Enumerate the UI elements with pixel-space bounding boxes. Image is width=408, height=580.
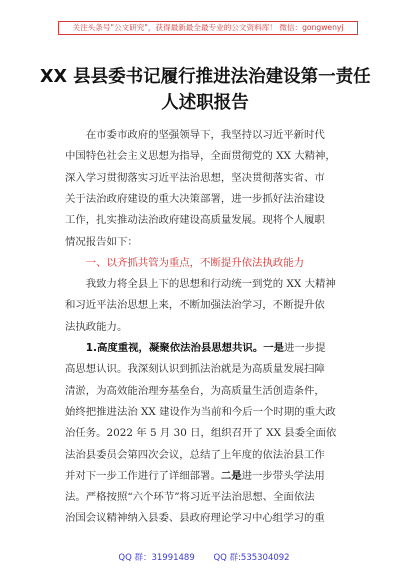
body-line: 治国会议精神纳入县委、县政府理论学习中心组学习的重 [65,512,325,525]
body-line: 中国特色社会主义思想为指导，全面贯彻党的 XX 大精神， [65,150,336,163]
footer-qq-group-1: QQ 群：31991489 [118,553,195,563]
body-line: 工作，扎实推动法治政府建设高质量发展。现将个人履职 [65,214,325,227]
body-line: 深入学习贯彻落实习近平法治思想，坚决贯彻落实省、市 [65,171,325,184]
body-line: 情况报告如下： [65,235,138,248]
body-line-segment: 进一步提 [284,342,326,354]
header-banner: 关注头条号"公文研究"，获得最新最全最专业的公文资料库！ 微信：gongwenyj [58,21,358,35]
body-line: 治任务。2022 年 5 月 30 日，组织召开了 XX 县委全面依 [65,427,337,440]
document-title-line-2: 人述职报告 [161,93,249,113]
body-line: 在市委市政府的坚强领导下，我坚持以习近平新时代 [65,129,325,141]
body-line-segment: 1.高度重视，凝聚依法治县思想共识。 [65,342,264,354]
body-line-segment: 并对下一步工作进行了详细部署。 [65,469,221,482]
document-title-line-1: XX 县县委书记履行推进法治建设第一责任 [40,67,371,87]
body-line: 高思想认识。我深刻认识到抓法治就是为高质量发展扫障 [65,363,325,376]
body-line: 法。严格按照“六个环节”将习近平法治思想、全面依法 [65,491,315,504]
footer [0,551,408,563]
body-line: 清淤，为高效能治理夯基垒台，为高质量生活创造条件， [65,384,325,397]
body-line: 法执政能力。 [65,320,128,333]
body-line-segment: 二是 [220,469,242,482]
body-line [65,339,326,354]
body-line: 我致力将全县上下的思想和行动统一到党的 XX 大精神 [65,278,336,291]
body-line: 关于法治政府建设的重大决策部署，进一步抓好法治建设 [65,192,325,205]
body-line: 和习近平法治思想上来，不断加强法治学习，不断提升依 [65,299,325,312]
body-line [65,467,325,482]
footer-qq-group-2: QQ 群:535304092 [213,553,290,563]
body-line: 始终把推进法治 XX 建设作为当前和今后一个时期的重大政 [65,405,336,418]
body-line: 法治县委员会第四次会议，总结了上年度的依法治县工作 [65,448,325,461]
body-line-segment: 进一步带头学法用 [241,469,325,482]
body-line: 一、以齐抓共管为重点，不断提升依法执政能力 [65,256,304,269]
body-line-segment: 一是 [263,342,284,354]
